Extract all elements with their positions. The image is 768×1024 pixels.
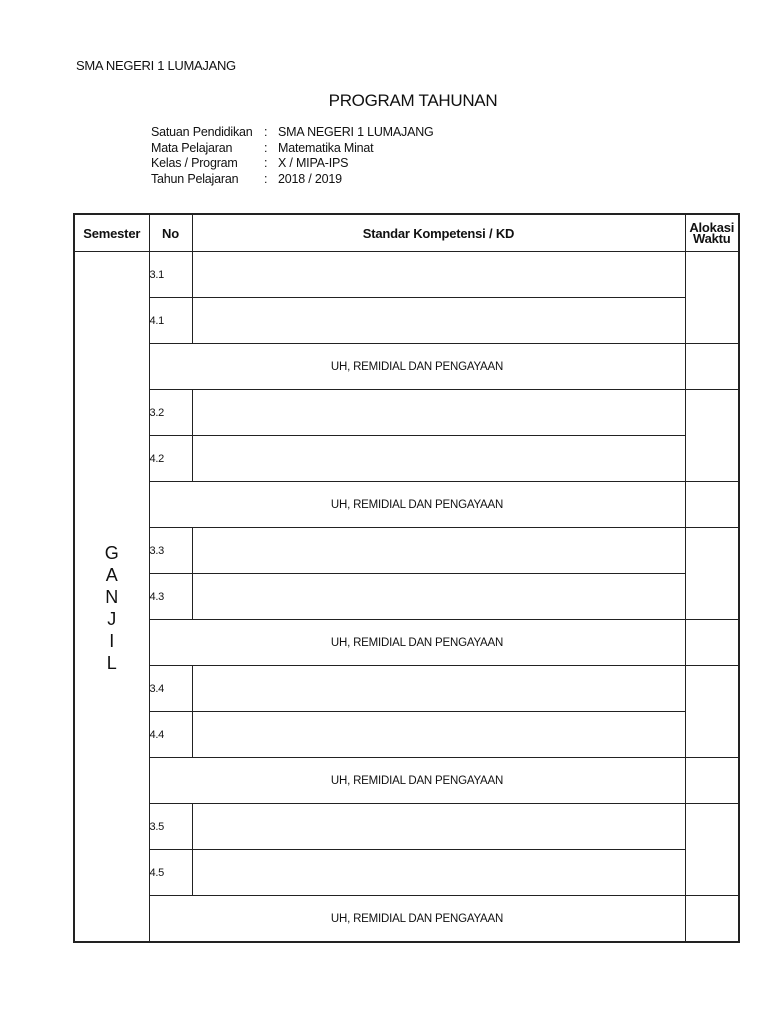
header-kd: Standar Kompetensi / KD [192,214,685,252]
kd-number: 3.1 [149,252,192,298]
info-value: SMA NEGERI 1 LUMAJANG [278,125,434,139]
kd-cell[interactable] [192,804,685,850]
header-alokasi [685,214,739,252]
alokasi-cell[interactable] [685,896,739,943]
table-row [74,804,739,850]
info-label: Kelas / Program [151,156,238,170]
kd-cell[interactable] [192,252,685,298]
table-row [74,344,739,390]
semester-letter: N [105,586,119,607]
table-row [74,482,739,528]
info-value: 2018 / 2019 [278,171,342,186]
alokasi-cell[interactable] [685,666,739,758]
info-label: Tahun Pelajaran [151,171,239,186]
kd-cell[interactable] [192,666,685,712]
table-row [74,850,739,896]
school-name: SMA NEGERI 1 LUMAJANG [76,58,236,73]
program-table [73,213,740,943]
table-row [74,252,739,298]
info-label: Satuan Pendidikan [151,125,253,139]
alokasi-cell[interactable] [685,804,739,896]
kd-cell[interactable] [192,528,685,574]
info-row-kelas [151,156,434,172]
kd-cell[interactable] [192,850,685,896]
kd-number: 4.3 [149,574,192,620]
info-row-tahun [151,172,434,188]
uh-row-label: UH, REMIDIAL DAN PENGAYAAN [149,758,685,804]
uh-row-label: UH, REMIDIAL DAN PENGAYAAN [149,482,685,528]
table-row [74,896,739,943]
info-row-satuan [151,125,434,141]
alokasi-cell[interactable] [685,390,739,482]
info-sep: : [264,140,268,155]
table-row [74,666,739,712]
semester-letter: L [106,652,117,673]
kd-number: 3.4 [149,666,192,712]
table-row [74,390,739,436]
uh-row-label: UH, REMIDIAL DAN PENGAYAAN [149,620,685,666]
header-alokasi-line2: Waktu [692,231,731,246]
semester-letter: A [105,564,118,585]
table-row [74,620,739,666]
table-row [74,758,739,804]
table-row [74,712,739,758]
kd-number: 4.4 [149,712,192,758]
table-row [74,528,739,574]
kd-number: 3.5 [149,804,192,850]
alokasi-cell[interactable] [685,758,739,804]
uh-row-label: UH, REMIDIAL DAN PENGAYAAN [149,896,685,943]
kd-number: 4.2 [149,436,192,482]
semester-letter: I [109,630,115,651]
info-sep: : [264,125,268,139]
kd-cell[interactable] [192,298,685,344]
kd-cell[interactable] [192,712,685,758]
page-title: PROGRAM TAHUNAN [328,91,498,110]
table-row [74,574,739,620]
semester-letter: G [104,542,119,563]
alokasi-cell[interactable] [685,344,739,390]
info-value: X / MIPA-IPS [278,156,349,170]
kd-cell[interactable] [192,436,685,482]
info-row-mapel [151,141,434,157]
kd-cell[interactable] [192,390,685,436]
alokasi-cell[interactable] [685,528,739,620]
header-alokasi-line1: Alokasi [689,220,735,235]
info-value: Matematika Minat [278,140,374,155]
semester-letter: J [107,608,117,629]
info-sep: : [264,171,268,186]
kd-number: 4.5 [149,850,192,896]
kd-number: 3.3 [149,528,192,574]
alokasi-cell[interactable] [685,482,739,528]
info-label: Mata Pelajaran [151,140,233,155]
kd-number: 3.2 [149,390,192,436]
alokasi-cell[interactable] [685,252,739,344]
info-sep: : [264,156,268,170]
header-semester: Semester [74,214,149,252]
table-row [74,298,739,344]
info-block [151,125,434,187]
table-row [74,436,739,482]
kd-number: 4.1 [149,298,192,344]
semester-cell [74,252,149,943]
uh-row-label: UH, REMIDIAL DAN PENGAYAAN [149,344,685,390]
header-no: No [149,214,192,252]
kd-cell[interactable] [192,574,685,620]
alokasi-cell[interactable] [685,620,739,666]
